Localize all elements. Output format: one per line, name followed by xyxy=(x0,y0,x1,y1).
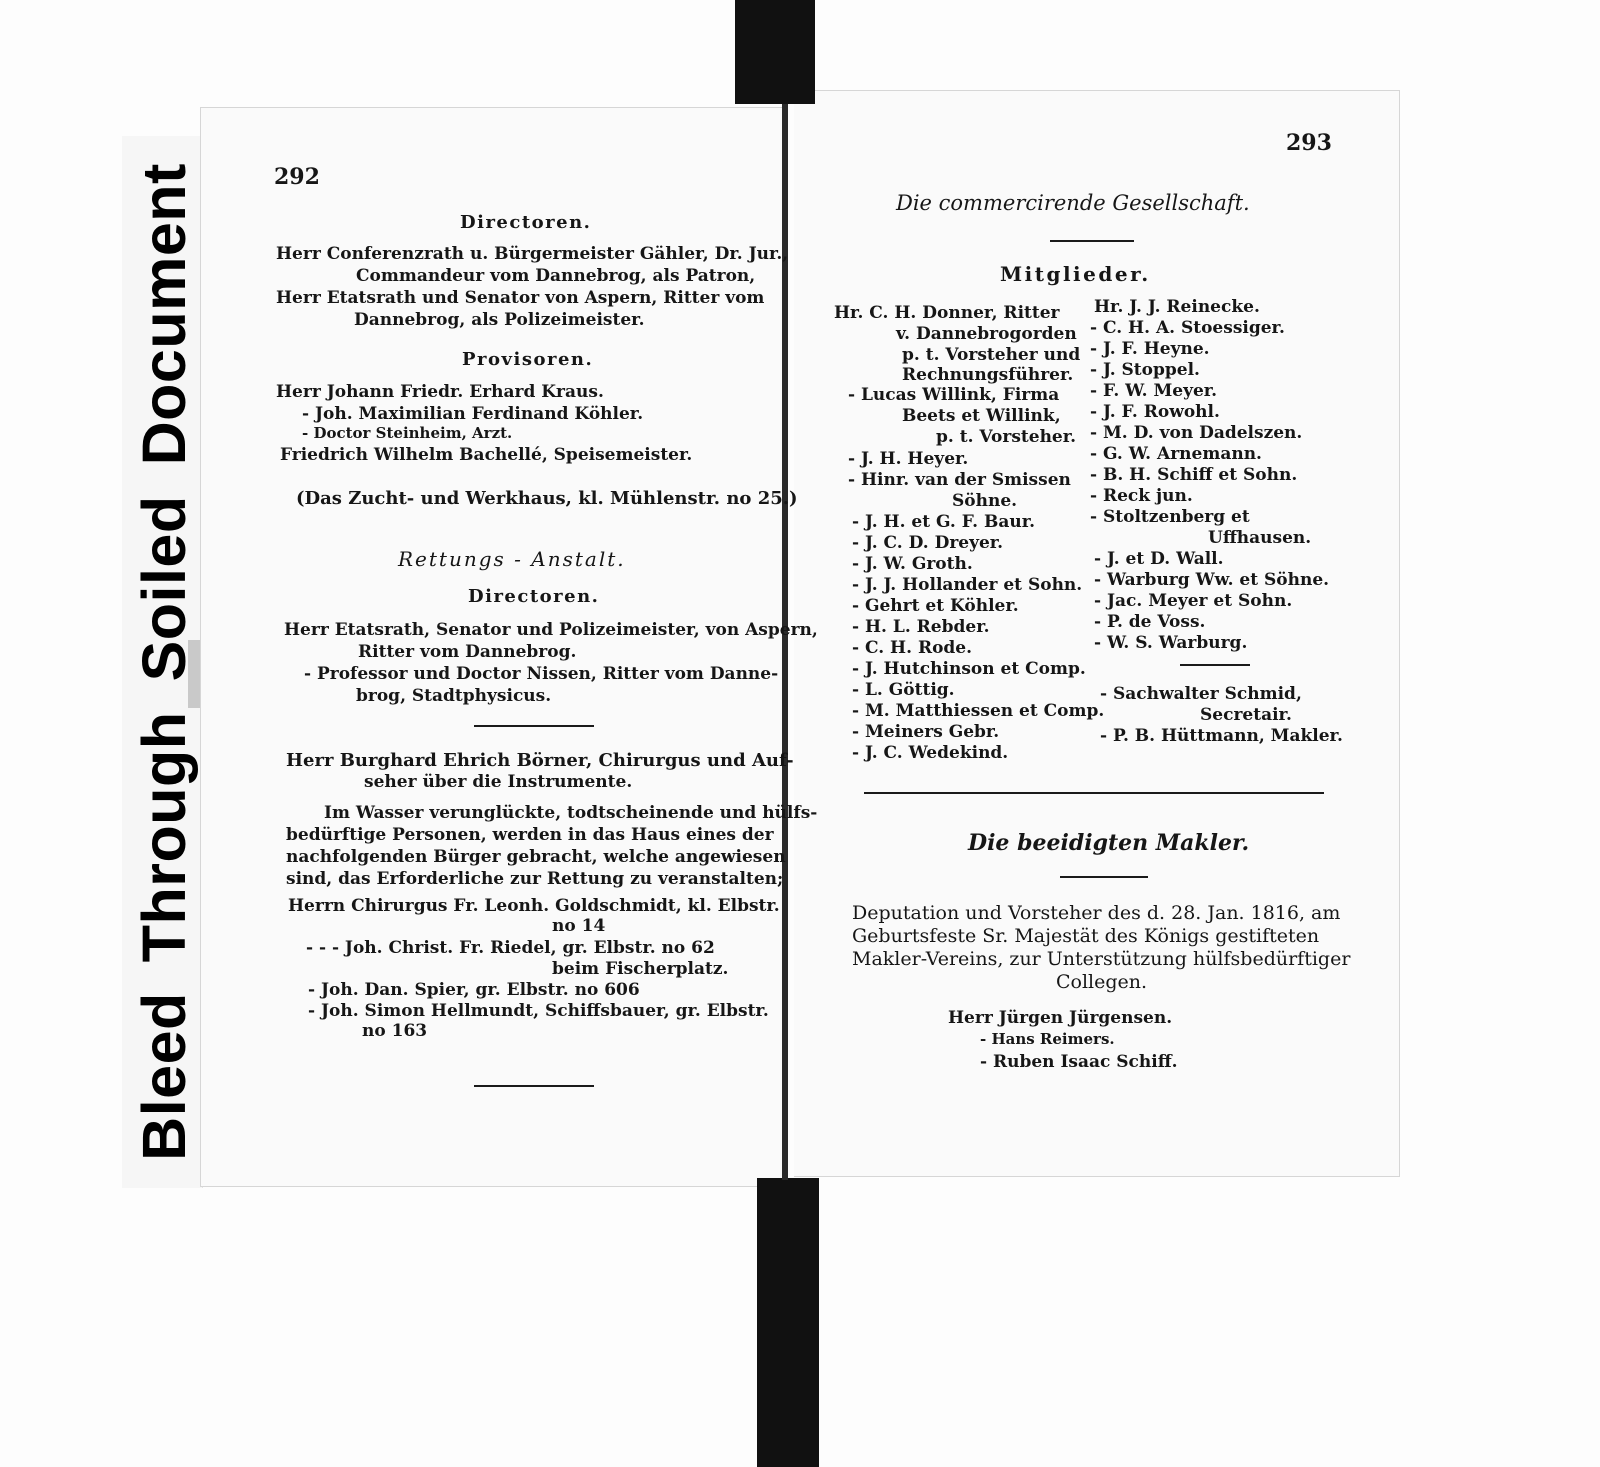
member-line: - B. H. Schiff et Sohn. xyxy=(1090,465,1298,485)
member-line: - Sachwalter Schmid, xyxy=(1100,684,1302,704)
text-line: - Joh. Simon Hellmundt, Schiffsbauer, gr. Elbstr. xyxy=(308,1001,769,1021)
member-line: - C. H. A. Stoessiger. xyxy=(1090,318,1285,338)
member-line: Hr. C. H. Donner, Ritter xyxy=(834,303,1060,323)
text-line: - Doctor Steinheim, Arzt. xyxy=(302,424,513,442)
text-line: no 14 xyxy=(552,916,606,936)
member-line: Beets et Willink, xyxy=(902,406,1061,426)
book-spine-bottom xyxy=(757,1178,819,1467)
text-line: - Joh. Maximilian Ferdinand Köhler. xyxy=(302,404,644,424)
member-line: - J. et D. Wall. xyxy=(1094,549,1224,569)
makler-name: - Ruben Isaac Schiff. xyxy=(980,1052,1178,1072)
text-line: Herr Johann Friedr. Erhard Kraus. xyxy=(276,382,604,402)
member-line: - J. F. Heyne. xyxy=(1090,339,1210,359)
text-line: Herr Etatsrath, Senator und Polizeimeister, von Aspern, xyxy=(284,620,818,640)
makler-name: - Hans Reimers. xyxy=(980,1030,1115,1048)
divider xyxy=(474,1085,594,1087)
text-line: seher über die Instrumente. xyxy=(364,772,633,792)
side-label-word: Through xyxy=(130,711,198,963)
member-line: - M. D. von Dadelszen. xyxy=(1090,423,1303,443)
member-line: - W. S. Warburg. xyxy=(1094,633,1248,653)
member-line: - J. W. Groth. xyxy=(852,554,973,574)
side-label-word: Document xyxy=(130,163,198,466)
member-line: - J. J. Hollander et Sohn. xyxy=(852,575,1083,595)
member-line: - J. F. Rowohl. xyxy=(1090,402,1220,422)
member-line: - J. C. D. Dreyer. xyxy=(852,533,1004,553)
member-line: - Gehrt et Köhler. xyxy=(852,596,1019,616)
text-line: Herr Burghard Ehrich Börner, Chirurgus und Auf- xyxy=(286,750,794,771)
deputation-line: Collegen. xyxy=(1056,971,1148,993)
text-line: no 163 xyxy=(362,1021,428,1041)
member-line: - F. W. Meyer. xyxy=(1090,381,1218,401)
side-label-word: Bleed xyxy=(130,992,198,1161)
divider xyxy=(1060,876,1148,878)
divider xyxy=(1180,664,1250,666)
text-line: - Joh. Dan. Spier, gr. Elbstr. no 606 xyxy=(308,980,640,1000)
text-line: Ritter vom Dannebrog. xyxy=(358,642,577,662)
makler-title: Die beeidigten Makler. xyxy=(968,830,1250,856)
member-line: - Reck jun. xyxy=(1090,486,1193,506)
member-line: - P. B. Hüttmann, Makler. xyxy=(1100,726,1343,746)
text-line: - Professor und Doctor Nissen, Ritter vom Danne- xyxy=(304,664,779,684)
divider xyxy=(1050,240,1134,242)
heading-rettungs-anstalt: Rettungs - Anstalt. xyxy=(398,547,626,571)
member-line: v. Dannebrogorden xyxy=(896,324,1077,344)
bleed-through-soiled-label xyxy=(129,163,199,1161)
page-number-right: 293 xyxy=(1286,130,1332,156)
member-line: - J. H. Heyer. xyxy=(848,449,969,469)
book-spine-top xyxy=(735,0,815,104)
member-line: - P. de Voss. xyxy=(1094,612,1206,632)
makler-name: Herr Jürgen Jürgensen. xyxy=(948,1008,1173,1028)
divider xyxy=(864,792,1324,794)
text-line: Herr Etatsrath und Senator von Aspern, Ritter vom xyxy=(276,288,765,308)
text-line: Im Wasser verunglückte, todtscheinende und hülfs- xyxy=(324,803,818,823)
werkhaus-note: (Das Zucht- und Werkhaus, kl. Mühlenstr. no 25.) xyxy=(296,488,798,509)
side-label-word: Soiled xyxy=(130,495,198,682)
member-line: p. t. Vorsteher und xyxy=(902,345,1081,365)
text-line: - - - Joh. Christ. Fr. Riedel, gr. Elbstr. no 62 xyxy=(306,938,715,958)
text-line: nachfolgenden Bürger gebracht, welche angewiesen xyxy=(286,847,786,867)
divider xyxy=(474,725,594,727)
member-line: - C. H. Rode. xyxy=(852,638,973,658)
member-line: Hr. J. J. Reinecke. xyxy=(1094,297,1260,317)
deputation-line: Makler-Vereins, zur Unterstützung hülfsbedürftiger xyxy=(852,948,1351,970)
text-line: Herr Conferenzrath u. Bürgermeister Gähler, Dr. Jur., xyxy=(276,244,789,264)
member-line: - J. H. et G. F. Baur. xyxy=(852,512,1036,532)
member-line: Rechnungsführer. xyxy=(902,365,1074,385)
member-line: - Meiners Gebr. xyxy=(852,722,1000,742)
text-line: brog, Stadtphysicus. xyxy=(356,686,552,706)
member-line: - M. Matthiessen et Comp. xyxy=(852,701,1105,721)
text-line: bedürftige Personen, werden in das Haus eines der xyxy=(286,825,774,845)
member-line: Secretair. xyxy=(1200,705,1292,725)
text-line: Herrn Chirurgus Fr. Leonh. Goldschmidt, kl. Elbstr. xyxy=(288,896,780,916)
deputation-line: Geburtsfeste Sr. Majestät des Königs gestifteten xyxy=(852,925,1320,947)
right-page-title: Die commercirende Gesellschaft. xyxy=(896,191,1250,215)
member-line: - H. L. Rebder. xyxy=(852,617,990,637)
member-line: Uffhausen. xyxy=(1208,528,1312,548)
text-line: sind, das Erforderliche zur Rettung zu veranstalten; xyxy=(286,869,784,889)
member-line: - G. W. Arnemann. xyxy=(1090,444,1262,464)
member-line: - Jac. Meyer et Sohn. xyxy=(1094,591,1293,611)
heading-directoren: Directoren. xyxy=(460,212,592,233)
member-line: - J. Hutchinson et Comp. xyxy=(852,659,1086,679)
heading-directoren-2: Directoren. xyxy=(468,586,600,607)
member-line: - Stoltzenberg et xyxy=(1090,507,1250,527)
member-line: - J. C. Wedekind. xyxy=(852,743,1009,763)
deputation-line: Deputation und Vorsteher des d. 28. Jan. 1816, am xyxy=(852,902,1341,924)
member-line: - L. Göttig. xyxy=(852,680,955,700)
page-number-left: 292 xyxy=(274,164,320,190)
heading-mitglieder: Mitglieder. xyxy=(1000,262,1151,286)
text-line: Commandeur vom Dannebrog, als Patron, xyxy=(356,266,756,286)
book-gutter xyxy=(782,104,788,1180)
member-line: p. t. Vorsteher. xyxy=(936,427,1077,447)
member-line: - Lucas Willink, Firma xyxy=(848,385,1060,405)
text-line: Dannebrog, als Polizeimeister. xyxy=(354,310,645,330)
text-line: beim Fischerplatz. xyxy=(552,959,729,979)
member-line: - Hinr. van der Smissen xyxy=(848,470,1071,490)
heading-provisoren: Provisoren. xyxy=(462,349,594,370)
member-line: Söhne. xyxy=(952,491,1018,511)
text-line: Friedrich Wilhelm Bachellé, Speisemeister. xyxy=(280,445,693,465)
member-line: - J. Stoppel. xyxy=(1090,360,1200,380)
member-line: - Warburg Ww. et Söhne. xyxy=(1094,570,1330,590)
